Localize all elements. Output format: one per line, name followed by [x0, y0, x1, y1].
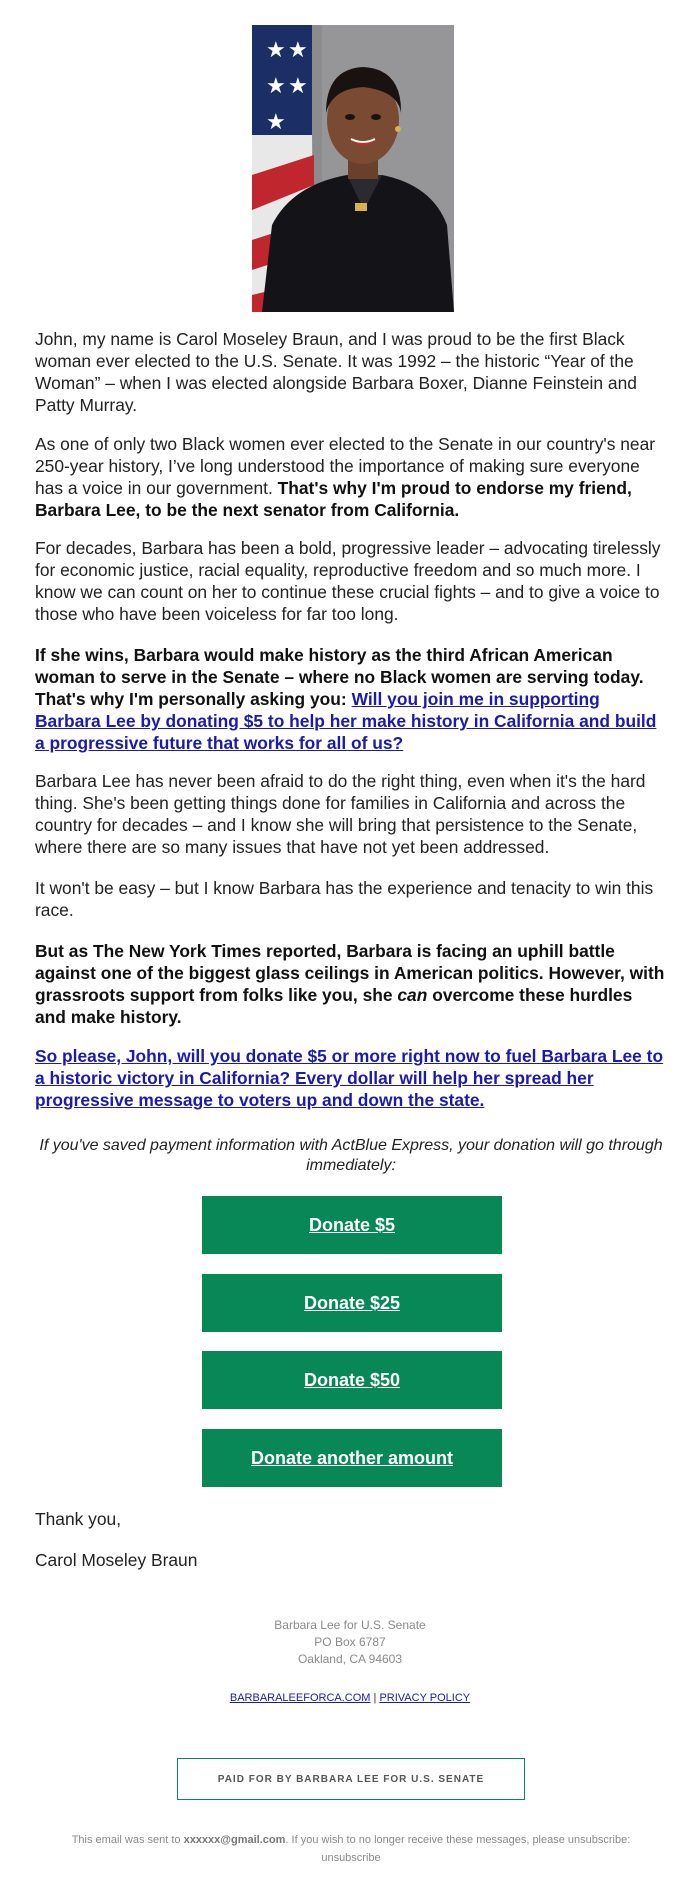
nyt-text-a: But as The New York Times reported, Barbara is facing an uphill battle against one of the biggest glass ceilings in American politics. However, with grassroots support from folks like you, she [35, 941, 665, 1005]
address-org: Barbara Lee for U.S. Senate [274, 1618, 426, 1632]
paragraph-race [35, 877, 667, 921]
donate-5-button[interactable]: Donate $5 [202, 1196, 502, 1254]
donate-50-button[interactable]: Donate $50 [202, 1351, 502, 1409]
svg-text:★: ★ [266, 74, 286, 99]
paragraph-record-2-text: Barbara Lee has never been afraid to do the right thing, even when it's the hard thing. She's been getting things done for families in California and across the country for decades – and I know she will bring that persistence to the Senate, where there are so many issues that have not yet been addressed. [35, 771, 646, 857]
signoff-thanks: Thank you, [35, 1509, 122, 1529]
endorse-statement: That's why I'm proud to endorse my friend, Barbara Lee, to be the next senator from California. [35, 478, 632, 520]
portrait-photo [252, 25, 454, 312]
paragraph-endorse-text: As one of only two Black women ever elected to the Senate in our country's near 250-year history, I’ve long understood the importance of making sure everyone has a voice in our government. [35, 434, 656, 498]
nyt-text-b: overcome these hurdles and make history. [35, 985, 633, 1027]
paragraph-race-text: It won't be easy – but I know Barbara has the experience and tenacity to win this race. [35, 878, 654, 920]
support-donate-link[interactable]: Will you join me in supporting Barbara Lee by donating $5 to help her make history in California and build a progressive future that works for all of us? [35, 689, 657, 753]
paragraph-intro [35, 328, 667, 416]
express-note: If you've saved payment information with ActBlue Express, your donation will go through immediately: [39, 1137, 663, 1174]
links-separator: | [370, 1692, 380, 1704]
footer-post: . If you wish to no longer receive these messages, please unsubscribe: [285, 1834, 631, 1846]
paid-for-box: PAID FOR BY BARBARA LEE FOR U.S. SENATE [177, 1758, 525, 1800]
address-city: Oakland, CA 94603 [297, 1652, 403, 1666]
history-statement: If she wins, Barbara would make history as the third African American woman to serve in the Senate – where no Black women are serving today. That's why I'm personally asking you: [35, 645, 644, 709]
footer-links [0, 1692, 700, 1704]
svg-text:★: ★ [266, 110, 286, 135]
donate-25-button[interactable]: Donate $25 [202, 1274, 502, 1332]
paragraph-record-2 [35, 770, 667, 858]
nyt-text-em: can [397, 985, 428, 1005]
paragraph-record-text: For decades, Barbara has been a bold, progressive leader – advocating tirelessly for economic justice, racial equality, reproductive freedom and so much more. I know we can count on her to continue these crucial fights – and to give a voice to those who have been voiceless for far too long. [35, 538, 661, 624]
paragraph-record [35, 537, 667, 625]
privacy-policy-link[interactable]: PRIVACY POLICY [379, 1692, 471, 1704]
paragraph-ask [35, 1045, 667, 1111]
paragraph-history [35, 644, 667, 754]
svg-text:★: ★ [288, 38, 308, 63]
paragraph-endorse [35, 433, 667, 521]
address-box: PO Box 6787 [314, 1635, 386, 1649]
footer-email: xxxxxx@gmail.com [183, 1834, 286, 1846]
paragraph-intro-text: John, my name is Carol Moseley Braun, and I was proud to be the first Black woman ever elected to the U.S. Senate. It was 1992 – the historic “Year of the Woman” – when I was elected alongside Barbara Boxer, Dianne Feinstein and Patty Murray. [35, 329, 637, 415]
svg-text:★: ★ [266, 38, 286, 63]
paragraph-nyt [35, 940, 667, 1028]
footer-notice [35, 1831, 667, 1867]
donate-ask-link[interactable]: So please, John, will you donate $5 or more right now to fuel Barbara Lee to a historic victory in California? Every dollar will help her spread her progressive message to voters up and down the state. [35, 1046, 664, 1110]
signoff-name: Carol Moseley Braun [35, 1550, 198, 1570]
donate-other-button[interactable]: Donate another amount [202, 1429, 502, 1487]
footer-pre: This email was sent to [71, 1834, 184, 1846]
svg-text:★: ★ [288, 74, 308, 99]
unsubscribe-link[interactable]: unsubscribe [321, 1852, 381, 1864]
site-link[interactable]: BARBARALEEFORCA.COM [229, 1692, 371, 1704]
